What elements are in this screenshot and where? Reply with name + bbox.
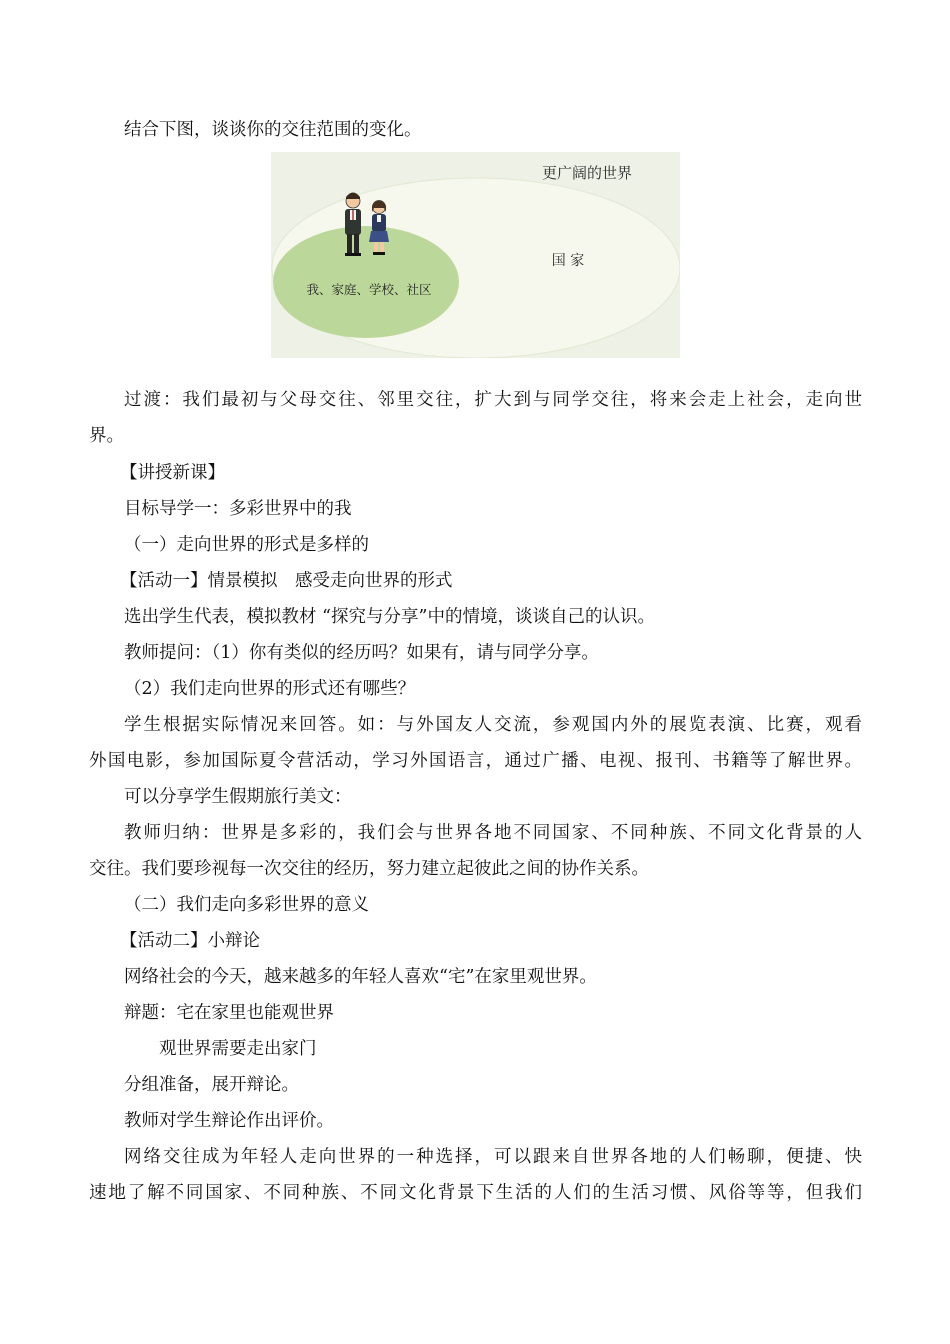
goal-one-heading: 目标导学一：多彩世界中的我 [124,499,352,519]
activity-two-heading: 【活动二】小辩论 [120,931,260,951]
online-interaction-line1: 网络交往成为年轻人走向世界的一种选择，可以跟来自世界各地的人们畅聊，便捷、快 [124,1147,862,1167]
activity-one-instruction: 选出学生代表，模拟教材 “探究与分享”中的情境，谈谈自己的认识。 [124,607,655,627]
world-label: 更广阔的世界 [541,164,633,182]
interaction-scope-diagram [271,152,680,358]
teacher-question-two: （2）我们走向世界的形式还有哪些？ [124,679,416,699]
debate-topic-two: 观世界需要走出家门 [159,1039,317,1059]
intro-text: 结合下图，谈谈你的交往范围的变化。 [124,120,422,140]
student-answer-line2: 外国电影，参加国际夏令营活动，学习外国语言，通过广播、电视、报刊、书籍等了解世界。 [89,751,862,771]
share-travel-essay: 可以分享学生假期旅行美文： [124,787,352,807]
country-label: 国 家 [551,253,585,269]
student-answer-line1: 学生根据实际情况来回答。如：与外国友人交流，参观国内外的展览表演、比赛，观看 [124,715,862,735]
paragraph-transition-line2: 界。 [89,426,124,446]
subsection-one-heading: （一）走向世界的形式是多样的 [124,535,369,555]
teacher-summary-line1: 教师归纳：世界是多彩的，我们会与世界各地不同国家、不同种族、不同文化背景的人 [124,823,862,843]
teacher-evaluation: 教师对学生辩论作出评价。 [124,1111,334,1131]
activity-one-heading: 【活动一】情景模拟 感受走向世界的形式 [120,571,453,591]
online-interaction-line2: 速地了解不同国家、不同种族、不同文化背景下生活的人们的生活习惯、风俗等等，但我们 [89,1183,862,1203]
teacher-summary-line2: 交往。我们要珍视每一次交往的经历，努力建立起彼此之间的协作关系。 [89,859,649,879]
community-label: 我、家庭、学校、社区 [306,282,432,297]
section-heading-new-lesson: 【讲授新课】 [120,463,225,483]
teacher-question-one: 教师提问：（1）你有类似的经历吗？如果有，请与同学分享。 [124,643,599,663]
debate-topic-one: 辩题：宅在家里也能观世界 [124,1003,334,1023]
paragraph-transition-line1: 过渡：我们最初与父母交往、邻里交往，扩大到与同学交往，将来会走上社会，走向世 [124,390,862,410]
group-preparation: 分组准备，展开辩论。 [124,1075,299,1095]
subsection-two-heading: （二）我们走向多彩世界的意义 [124,895,369,915]
activity-two-context: 网络社会的今天，越来越多的年轻人喜欢“宅”在家里观世界。 [124,967,597,987]
